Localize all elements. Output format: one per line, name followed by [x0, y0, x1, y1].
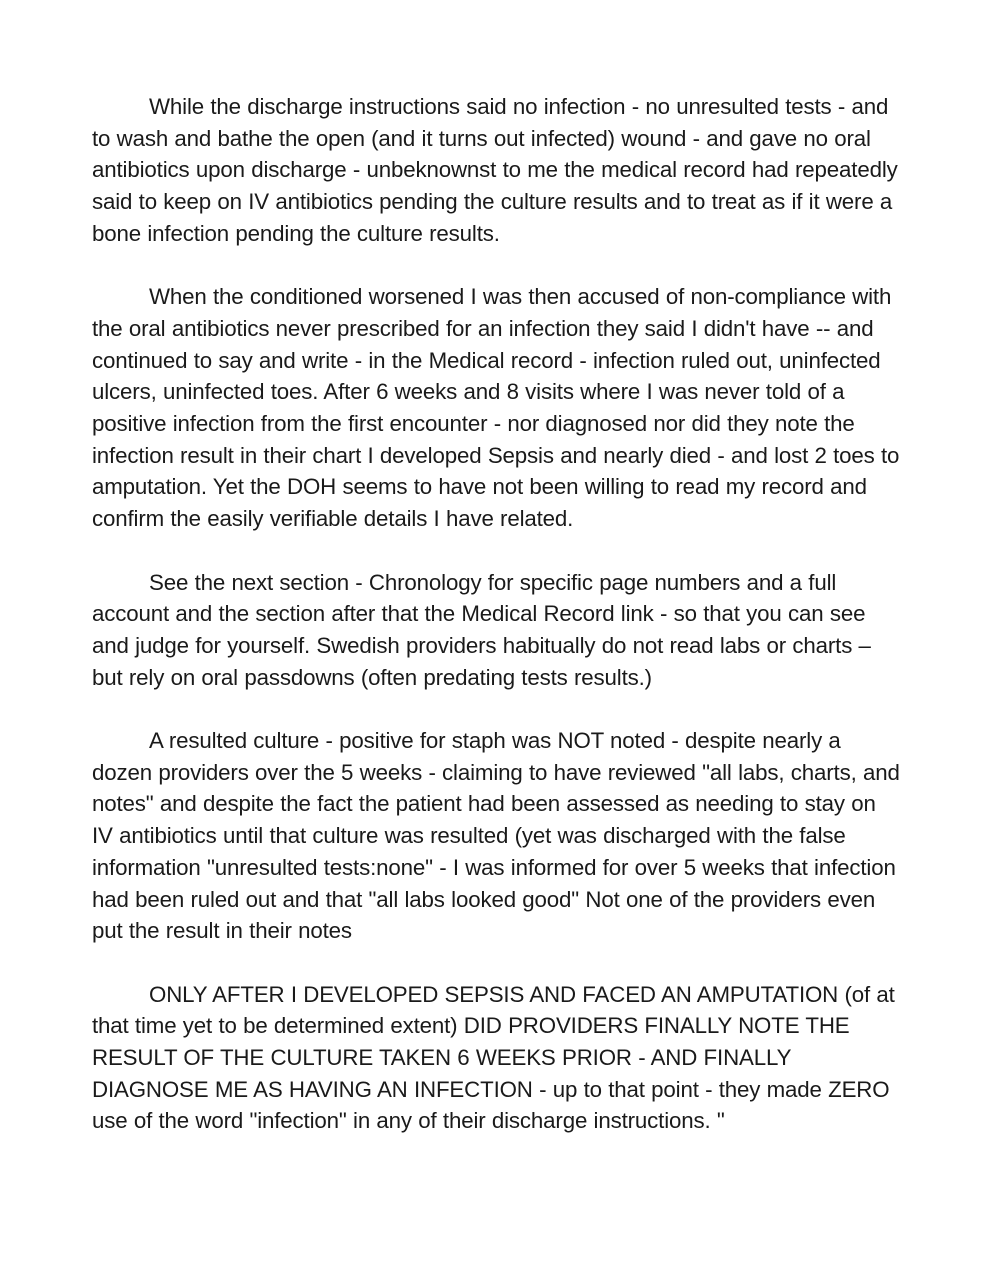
paragraph-see-next-section: See the next section - Chronology for specific page numbers and a full account and the section after that the Medical Record link - so that you can see and judge for yourself. Swedish providers habitually do not read labs or charts – but rely on oral passdowns (often predating tests results.)	[92, 569, 871, 690]
paragraph-only-after-sepsis: ONLY AFTER I DEVELOPED SEPSIS AND FACED AN AMPUTATION (of at that time yet to be determined extent) DID PROVIDERS FINALLY NOTE THE RESULT OF THE CULTURE TAKEN 6 WEEKS PRIOR - AND FINALLY DIAGNOSE ME AS HAVING AN INFECTION - up to that point - they made ZERO use of the word "infection" in any of their discharge instructions. "	[92, 981, 895, 1134]
paragraph-discharge-instructions: While the discharge instructions said no infection - no unresulted tests - and to wash and bathe the open (and it turns out infected) wound - and gave no oral antibiotics upon discharge - unbeknownst to me the medical record had repeatedly said to keep on IV antibiotics pending the culture results and to treat as if it were a bone infection pending the culture results.	[92, 94, 898, 246]
document-body	[92, 91, 902, 1137]
paragraph-resulted-culture: A resulted culture - positive for staph was NOT noted - despite nearly a dozen providers over the 5 weeks - claiming to have reviewed "all labs, charts, and notes" and despite the fact the patient had been assessed as needing to stay on IV antibiotics until that culture was resulted (yet was discharged with the false information "unresulted tests:none" - I was informed for over 5 weeks that infection had been ruled out and that "all labs looked good" Not one of the providers even put the result in their notes	[92, 728, 900, 944]
paragraph-condition-worsened: When the conditioned worsened I was then accused of non-compliance with the oral antibiotics never prescribed for an infection they said I didn't have -- and continued to say and write - in the Medical record - infection ruled out, uninfected ulcers, uninfected toes. After 6 weeks and 8 visits where I was never told of a positive infection from the first encounter - nor diagnosed nor did they note the infection result in their chart I developed Sepsis and nearly died - and lost 2 toes to amputation. Yet the DOH seems to have not been willing to read my record and confirm the easily verifiable details I have related.	[92, 284, 900, 532]
